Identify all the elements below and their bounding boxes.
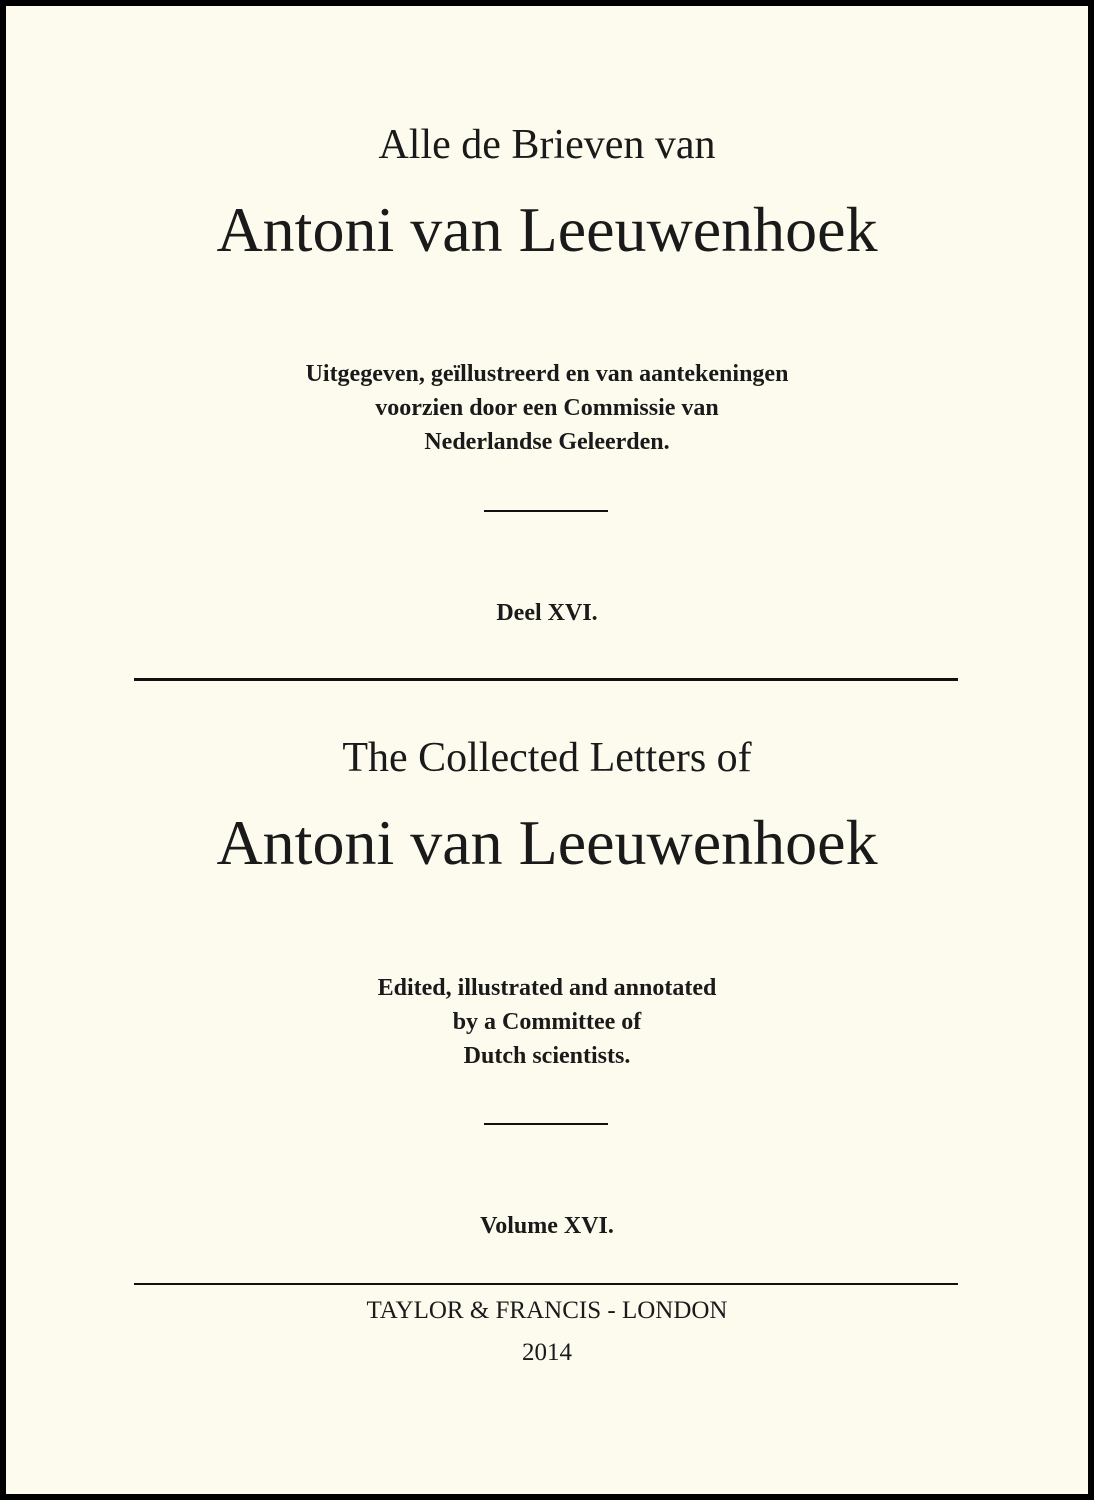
english-description-line-1: Edited, illustrated and annotated <box>377 975 717 1001</box>
title-page <box>6 6 1088 1494</box>
dutch-pretitle: Alle de Brieven van <box>378 122 716 168</box>
english-description-line-3: Dutch scientists. <box>463 1043 631 1069</box>
dutch-title: Antoni van Leeuwenhoek <box>216 194 878 265</box>
dutch-description-line-1: Uitgegeven, geïllustreerd en van aantekeningen <box>305 361 789 387</box>
english-title: Antoni van Leeuwenhoek <box>216 807 878 878</box>
publication-year: 2014 <box>522 1339 572 1366</box>
publisher-name: TAYLOR & FRANCIS - LONDON <box>366 1297 728 1324</box>
english-volume: Volume XVI. <box>480 1213 614 1239</box>
dutch-volume: Deel XVI. <box>496 600 598 626</box>
imprint-divider <box>134 1283 958 1285</box>
dutch-short-divider <box>484 510 608 512</box>
english-description-line-2: by a Committee of <box>452 1009 642 1035</box>
english-pretitle: The Collected Letters of <box>342 735 752 781</box>
dutch-description-line-3: Nederlandse Geleerden. <box>424 429 670 455</box>
english-short-divider <box>484 1123 608 1125</box>
section-divider <box>134 678 958 681</box>
dutch-description-line-2: voorzien door een Commissie van <box>375 395 719 421</box>
